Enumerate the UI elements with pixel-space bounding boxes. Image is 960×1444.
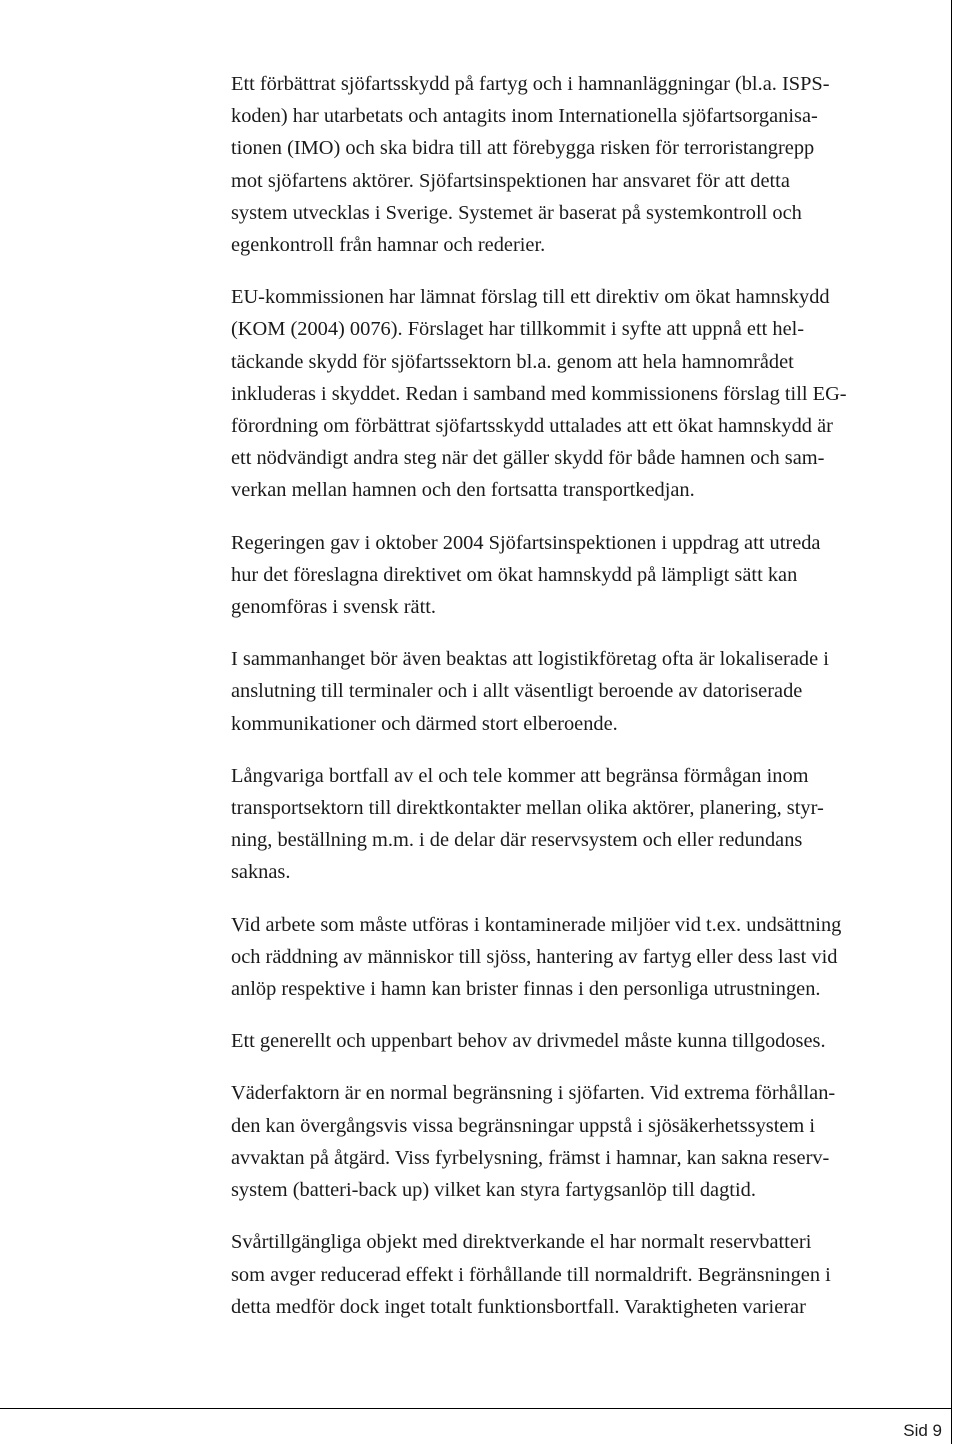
text-line: ett nödvändigt andra steg när det gäller skydd för både hamnen och sam- [231,447,825,470]
text-line: som avger reducerad effekt i förhållande till normaldrift. Begränsningen i [231,1263,831,1286]
text-line: I sammanhanget bör även beaktas att logistikföretag ofta är lokaliserade i [231,648,829,671]
text-line: Regeringen gav i oktober 2004 Sjöfartsinspektionen i uppdrag att utreda [231,531,821,554]
paragraph-regeringen [231,527,943,624]
page-number: Sid 9 [903,1421,942,1440]
paragraph-eu-kommissionen [231,281,943,506]
text-line: Ett förbättrat sjöfartsskydd på fartyg och i hamnanläggningar (bl.a. ISPS- [231,73,830,95]
text-line: ning, beställning m.m. i de delar där reservsystem och eller redundans [231,829,803,852]
text-line: och räddning av människor till sjöss, hantering av fartyg eller dess last vid [231,945,838,968]
paragraph-kontaminerade [231,909,943,1006]
text-line: hur det föreslagna direktivet om ökat hamnskydd på lämpligt sätt kan [231,563,798,586]
text-line: anlöp respektive i hamn kan brister finnas i den personliga utrustningen. [231,978,821,1001]
text-line: Ett generellt och uppenbart behov av drivmedel måste kunna tillgodoses. [231,1030,826,1053]
text-line: täckande skydd för sjöfartssektorn bl.a. genom att hela hamnområdet [231,350,794,373]
text-line: EU-kommissionen har lämnat förslag till ett direktiv om ökat hamnskydd [231,286,830,309]
paragraph-drivmedel [231,1025,943,1057]
text-line: egenkontroll från hamnar och rederier. [231,234,546,257]
text-line: inkluderas i skyddet. Redan i samband med kommissionens förslag till EG- [231,382,847,405]
text-line: (KOM (2004) 0076). Förslaget har tillkommit i syfte att uppnå ett hel- [231,318,805,341]
text-line: koden) har utarbetats och antagits inom Internationella sjöfartsorganisa- [231,105,818,128]
text-line: den kan övergångsvis vissa begränsningar uppstå i sjösäkerhetssystem i [231,1114,816,1137]
text-line: genomföras i svensk rätt. [231,596,436,619]
text-line: verkan mellan hamnen och den fortsatta transportkedjan. [231,479,695,502]
text-line: Svårtillgängliga objekt med direktverkande el har normalt reservbatteri [231,1231,812,1254]
paragraph-logistik [231,643,943,740]
text-line: anslutning till terminaler och i allt väsentligt beroende av datoriserade [231,680,803,703]
paragraph-vaderfaktorn [231,1077,943,1206]
text-line: saknas. [231,861,291,884]
text-line: kommunikationer och därmed stort elberoende. [231,712,618,735]
text-line: detta medför dock inget totalt funktionsbortfall. Varaktigheten varierar [231,1295,806,1318]
text-line: förordning om förbättrat sjöfartsskydd uttalades att ett ökat hamnskydd är [231,415,833,438]
text-line: system utvecklas i Sverige. Systemet är baserat på systemkontroll och [231,201,802,224]
text-line: tionen (IMO) och ska bidra till att förebygga risken för terroristangrepp [231,137,815,160]
text-line: Vid arbete som måste utföras i kontaminerade miljöer vid t.ex. undsättning [231,913,842,936]
text-line: Väderfaktorn är en normal begränsning i sjöfarten. Vid extrema förhållan- [231,1082,836,1105]
paragraph-bortfall [231,760,943,889]
footer-divider [0,1408,952,1409]
text-line: avvaktan på åtgärd. Viss fyrbelysning, främst i hamnar, kan sakna reserv- [231,1146,830,1169]
paragraph-svartillgangliga [231,1226,943,1323]
text-line: system (batteri-back up) vilket kan styra fartygsanlöp till dagtid. [231,1179,756,1202]
paragraph-isps [231,68,943,261]
text-line: Långvariga bortfall av el och tele kommer att begränsa förmågan inom [231,764,809,787]
text-line: transportsektorn till direktkontakter mellan olika aktörer, planering, styr- [231,797,824,820]
text-line: mot sjöfartens aktörer. Sjöfartsinspektionen har ansvaret för att detta [231,169,790,192]
document-body [231,68,943,1343]
